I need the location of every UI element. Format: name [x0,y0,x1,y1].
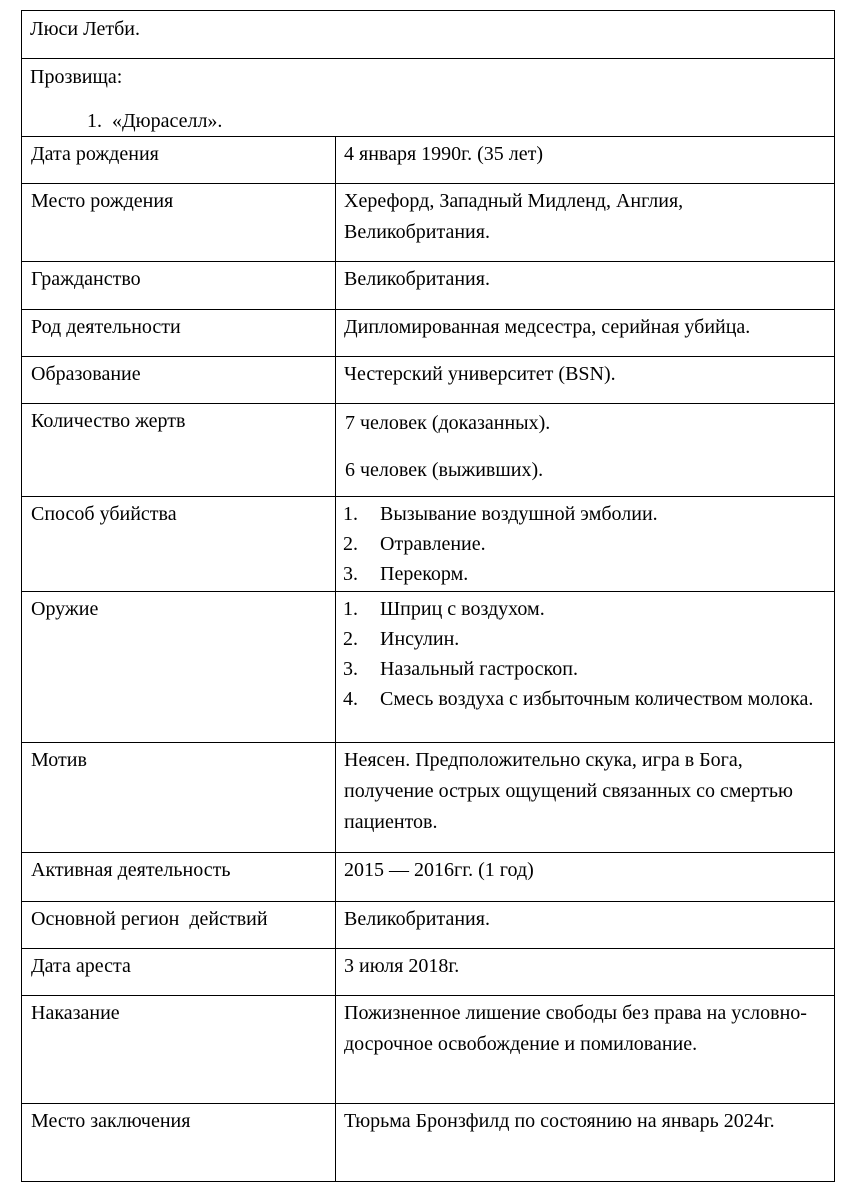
list-item: 1. Шприц с воздухом. [343,598,545,620]
nickname-item: 1. «Дюраселл». [87,110,223,132]
name-row [21,10,835,58]
row-label: Наказание [22,996,336,1103]
table-row [21,309,835,356]
row-label: Оружие [22,592,336,742]
victims-survived: 6 человек (выживших). [345,459,544,481]
table-row [21,948,835,995]
row-value: 4 января 1990г. (35 лет) [344,143,544,165]
row-label: Мотив [22,743,336,852]
row-value: Пожизненное лишение свободы без права на условно-досрочное освобождение и помилование. [344,1002,807,1055]
person-name: Люси Летби. [30,18,141,40]
table-row [21,995,835,1103]
table-row [21,1103,835,1182]
profile-table [21,10,835,1182]
nicknames-row [21,58,835,136]
row-label: Гражданство [22,262,336,309]
row-label: Способ убийства [22,497,336,591]
table-row [21,136,835,183]
row-value: Великобритания. [344,268,490,290]
list-item: 2. Отравление. [343,533,486,555]
row-label: Дата ареста [22,949,336,995]
row-label: Род деятельности [22,310,336,356]
table-row [21,356,835,403]
list-item: 3. Назальный гастроскоп. [343,658,578,680]
table-row [21,403,835,496]
row-label: Активная деятельность [22,853,336,901]
row-value [336,592,834,742]
row-value: Дипломированная медсестра, серийная убийца. [344,316,751,338]
table-row [21,183,835,261]
row-value: Херефорд, Западный Мидленд, Англия, Великобритания. [344,190,684,243]
table-row [21,591,835,742]
row-label: Дата рождения [22,137,336,183]
row-value: Неясен. Предположительно скука, игра в Бога, получение острых ощущений связанных со смертью пациентов. [344,749,793,833]
weapon-list [343,594,826,714]
method-list [343,499,826,589]
row-value: Честерский университет (BSN). [344,363,616,385]
row-label: Образование [22,357,336,403]
list-item: 4. Смесь воздуха с избыточным количеством молока. [343,688,814,710]
row-label: Место рождения [22,184,336,261]
victims-proven: 7 человек (доказанных). [345,412,551,434]
table-row [21,261,835,309]
table-row [21,852,835,901]
table-row [21,742,835,852]
row-label: Место заключения [22,1104,336,1181]
list-item: 2. Инсулин. [343,628,460,650]
table-row [21,901,835,948]
list-item: 1. Вызывание воздушной эмболии. [343,503,658,525]
row-value: 2015 — 2016гг. (1 год) [344,859,534,881]
row-value: Тюрьма Бронзфилд по состоянию на январь 2024г. [344,1110,775,1132]
row-value: 3 июля 2018г. [344,955,460,977]
table-row [21,496,835,591]
row-value: Великобритания. [344,908,490,930]
nickname-text: «Дюраселл». [112,110,223,132]
list-item: 3. Перекорм. [343,563,469,585]
row-value [336,497,834,591]
nicknames-label: Прозвища: [30,66,123,88]
row-label: Основной регион действий [22,902,336,948]
row-value [336,404,834,496]
row-label: Количество жертв [22,404,336,496]
